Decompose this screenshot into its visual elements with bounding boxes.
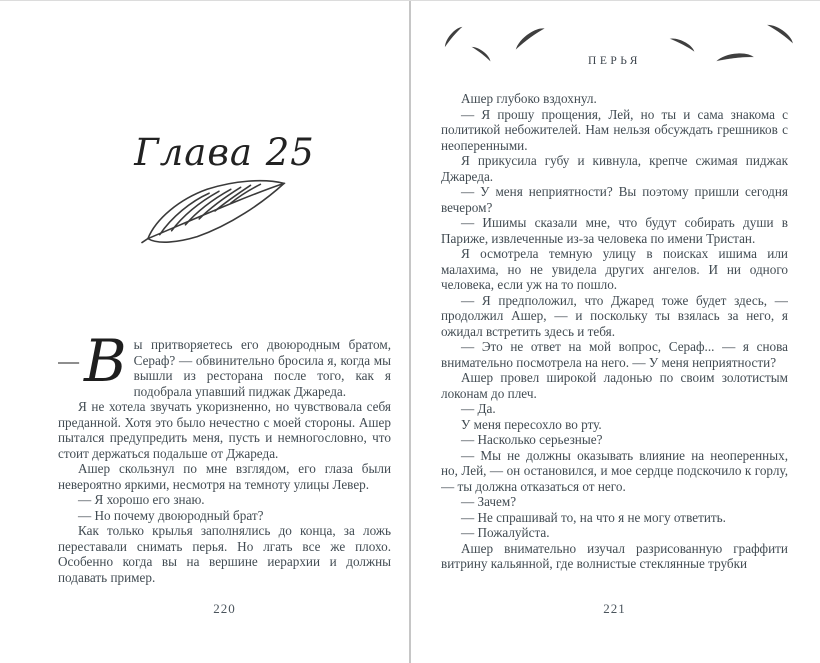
feather-icon	[438, 24, 469, 50]
feather-icon	[764, 16, 796, 53]
feather-icon	[510, 25, 549, 52]
right-page-text	[441, 91, 788, 597]
paragraph: Как только крылья заполнялись до конца, за ложь переставали снимать перья. Но лгать все же плохо. Особенно когда вы на вершине иерархии и должны подавать пример.	[58, 523, 391, 585]
paragraph: — Это не ответ на мой вопрос, Сераф... — я снова внимательно посмотрела на него. — У меня неприятности?	[441, 339, 788, 370]
paragraph-text: ы притворяетесь его двоюродным братом, Сераф? — обвинительно бросила я, когда мы вышли из ресторана после того, как я подобрала упавший пиджак Джареда.	[133, 337, 391, 399]
paragraph: — Мы не должны оказывать влияние на неоперенных, но, Лей, — он остановился, и мое сердце подскочило к горлу, — ты должна отказаться от него.	[441, 447, 788, 494]
paragraph: — Я предположил, что Джаред тоже будет здесь, — продолжил Ашер, — и поскольку ты взялась за него, я ожидал встретить здесь и тебя.	[441, 292, 788, 339]
paragraph: Я осмотрела темную улицу в поисках ишима или малахима, но не увидела других ангелов. И ни одного человека, если уж на то пошло.	[441, 246, 788, 292]
feather-icon	[140, 173, 290, 249]
page-number-left: 220	[213, 601, 236, 616]
paragraph: — Я прошу прощения, Лей, но ты и сама знакома с политикой небожителей. Нам нельзя обсуждать грешников с неоперенными.	[441, 106, 788, 153]
drop-cap	[58, 337, 127, 396]
paragraph: — Пожалуйста.	[461, 525, 550, 540]
paragraph: Ашер скользнул по мне взглядом, его глаза были невероятно яркими, несмотря на темноту улицы Левер.	[58, 461, 391, 492]
chapter-title: Глава 25	[134, 131, 315, 174]
paragraph	[58, 337, 391, 399]
paragraph: — Насколько серьезные?	[461, 432, 603, 447]
page-number-right: 221	[603, 601, 626, 616]
paragraph: — Ишимы сказали мне, что будут собирать души в Париже, извлеченные из-за человека по имени Тристан.	[441, 215, 788, 246]
left-page-text	[58, 337, 391, 595]
left-paragraphs	[58, 399, 391, 585]
paragraph: Я не хотела звучать укоризненно, но чувствовала себя преданной. Хотя это было нечестно с моей стороны. Ашер пытался предупредить меня, пусть и немногословно, что стоит держаться подальше от Джареда.	[58, 399, 391, 461]
paragraph: Я прикусила губу и кивнула, крепче сжимая пиджак Джареда.	[441, 153, 788, 184]
drop-cap-letter: В	[84, 337, 127, 396]
paragraph: У меня пересохло во рту.	[461, 416, 602, 432]
dialogue-dash: —	[58, 349, 79, 373]
paragraph: — Да.	[461, 401, 496, 416]
paragraph: Ашер внимательно изучал разрисованную граффити витрину кальянной, где волнистые стеклянные трубки	[441, 540, 788, 571]
paragraph: — Но почему двоюродный брат?	[78, 507, 264, 523]
running-header: ПЕРЬЯ	[588, 55, 641, 67]
paragraph: Ашер глубоко вздохнул.	[461, 91, 597, 106]
paragraph: — Я хорошо его знаю.	[78, 492, 205, 507]
paragraph: — У меня неприятности? Вы поэтому пришли сегодня вечером?	[441, 184, 788, 215]
paragraph: — Не спрашивай то, на что я не могу ответить.	[461, 509, 726, 525]
paragraph: — Зачем?	[461, 494, 517, 509]
page-divider	[409, 1, 411, 663]
paragraph: Ашер провел широкой ладонью по своим золотистым локонам до плеч.	[441, 370, 788, 401]
